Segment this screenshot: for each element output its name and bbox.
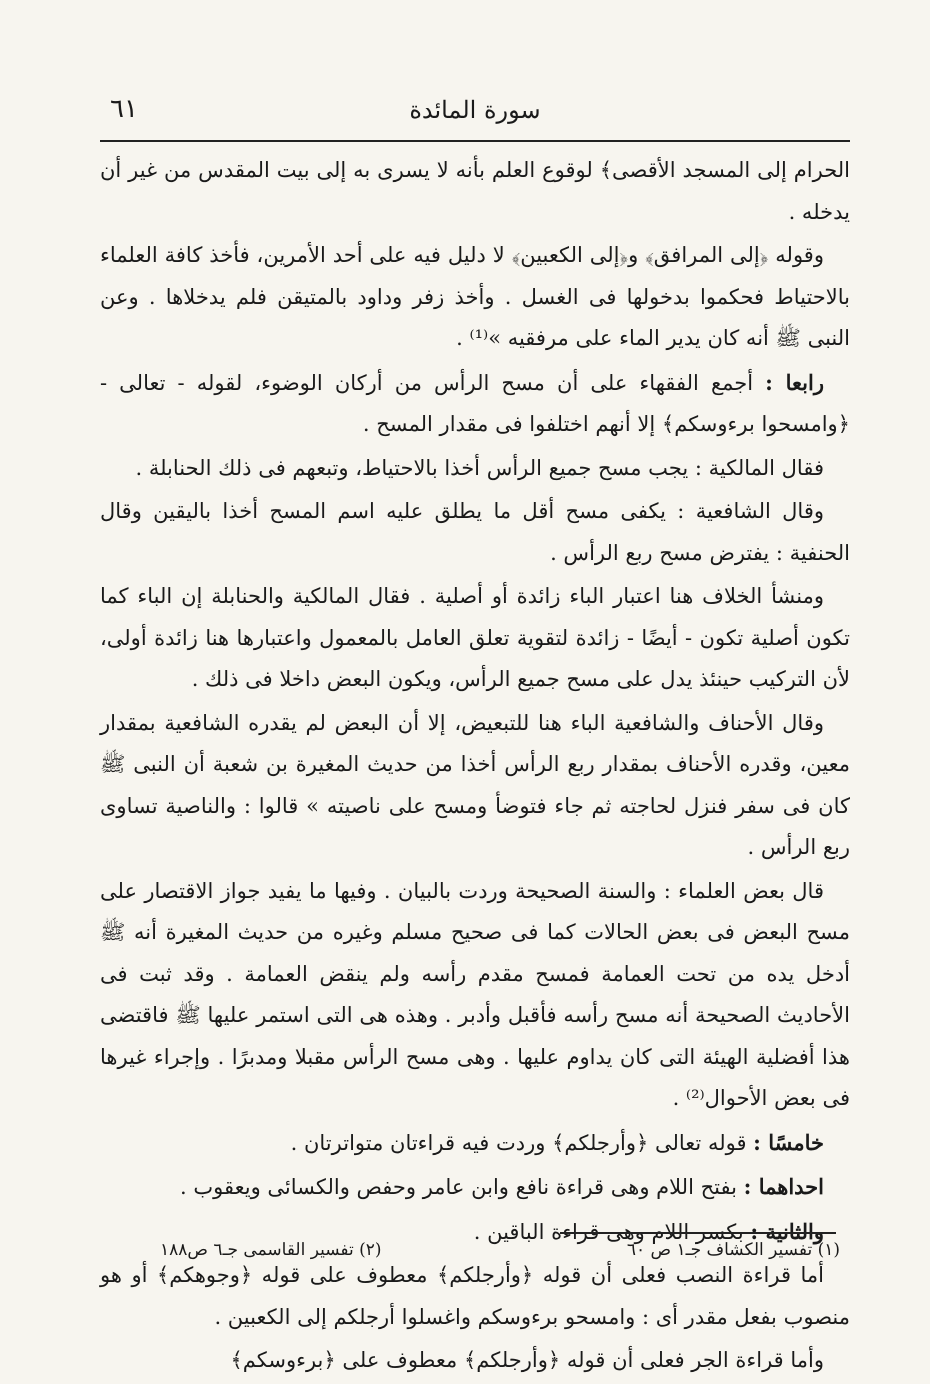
header-rule	[100, 140, 850, 142]
section-label: رابعا :	[765, 369, 824, 395]
paragraph	[100, 491, 850, 574]
paragraph	[100, 576, 850, 701]
paragraph-text: أما قراءة النصب فعلى أن قوله ﴿وأرجلكم﴾ معطوف على قوله ﴿وجوهكم﴾ أو هو منصوب بفعل مقدر أى : وامسحو برءوسكم واغسلوا أرجلكم إلى الكعبين .	[100, 1263, 850, 1329]
section-label: خامسًا :	[753, 1129, 824, 1155]
section-label: احداهما :	[743, 1174, 824, 1199]
paragraph-text: قوله تعالى ﴿وأرجلكم﴾ وردت فيه قراءتان متواترتان .	[290, 1130, 754, 1155]
paragraph-text: وقال الشافعية : يكفى مسح أقل ما يطلق عليه اسم المسح أخذا باليقين وقال الحنفية : يفترض مسح ربع الرأس .	[100, 499, 850, 565]
paragraph	[100, 1122, 850, 1165]
paragraph-text: وقوله ﴿إلى المرافق﴾ و﴿إلى الكعبين﴾ لا دليل فيه على أحد الأمرين، فأخذ كافة العلماء بالاحتياط فحكموا بدخولها فى الغسل . وأخذ زفر وداود بالمتيقن فلم يدخلاها . وعن النبى ﷺ أنه كان يدير الماء على مرفقيه »⁽¹⁾ .	[100, 243, 850, 350]
footnote-2: (٢) تفسير القاسمى جـ٦ ص١٨٨	[160, 1240, 382, 1260]
paragraph-text: وأما قراءة الجر فعلى أن قوله ﴿وأرجلكم﴾ معطوف على ﴿برءوسكم﴾	[230, 1348, 824, 1372]
paragraph-text: الحرام إلى المسجد الأقصى﴾ لوقوع العلم بأنه لا يسرى به إلى بيت المقدس من غير أن يدخله .	[100, 158, 850, 224]
paragraph-text: فقال المالكية : يجب مسح جميع الرأس أخذا بالاحتياط، وتبعهم فى ذلك الحنابلة .	[135, 455, 824, 480]
running-header	[100, 92, 850, 132]
paragraph	[100, 235, 850, 360]
paragraph	[100, 871, 850, 1120]
footnote-rule	[560, 1232, 836, 1234]
paragraph	[100, 362, 850, 446]
paragraph	[100, 150, 850, 233]
paragraph-text: بكسر اللام وهى قراءة الباقين .	[473, 1219, 751, 1244]
surah-title: سورة المائدة	[409, 96, 541, 124]
body-text	[100, 150, 850, 1384]
footnotes	[100, 1240, 840, 1274]
section-label: والثانية :	[750, 1218, 824, 1244]
paragraph-text: ومنشأ الخلاف هنا اعتبار الباء زائدة أو أصلية . فقال المالكية والحنابلة إن الباء كما تكون أصلية تكون - أيضًا - زائدة لتقوية تعلق العامل بالمعمول واعتبارها هنا زائدة أولى، لأن التركيب حينئذ يدل على مسح جميع الرأس، ويكون البعض داخلا فى ذلك .	[100, 584, 850, 691]
paragraph	[100, 1166, 850, 1209]
footnote-1: (١) تفسير الكشاف جـ١ ص ٦٠	[626, 1240, 840, 1260]
page-number: ٦١	[110, 94, 138, 124]
paragraph	[100, 703, 850, 869]
paragraph-text: وقال الأحناف والشافعية الباء هنا للتبعيض، إلا أن البعض لم يقدره الشافعية بمقدار معين، وقدره الأحناف بمقدار ربع الرأس أخذا من حديث المغيرة بن شعبة أن النبى ﷺ كان فى سفر فنزل لحاجته ثم جاء فتوضأ ومسح على ناصيته » قالوا : والناصية تساوى ربع الرأس .	[100, 710, 850, 859]
paragraph	[100, 1340, 850, 1382]
paragraph	[100, 448, 850, 490]
paragraph-text: قال بعض العلماء : والسنة الصحيحة وردت بالبيان . وفيها ما يفيد جواز الاقتصار على مسح البعض فى بعض الحالات كما فى صحيح مسلم وغيره من حديث المغيرة أنه ﷺ أدخل يده من تحت العمامة فمسح مقدم رأسه ولم ينقض العمامة . وقد ثبت فى الأحاديث الصحيحة أنه مسح رأسه فأقبل وأدبر . وهذه هى التى استمر عليها ﷺ فاقتضى هذا أفضلية الهيئة التى كان يداوم عليها . وهى مسح الرأس مقبلا ومدبرًا . وإجراء غيرها فى بعض الأحوال⁽²⁾ .	[100, 878, 850, 1110]
paragraph-text: بفتح اللام وهى قراءة نافع وابن عامر وحفص والكسائى ويعقوب .	[180, 1175, 744, 1199]
paragraph-text: أجمع الفقهاء على أن مسح الرأس من أركان الوضوء، لقوله - تعالى - ﴿وامسحوا برءوسكم﴾ إلا أنهم اختلفوا فى مقدار المسح .	[100, 370, 850, 436]
